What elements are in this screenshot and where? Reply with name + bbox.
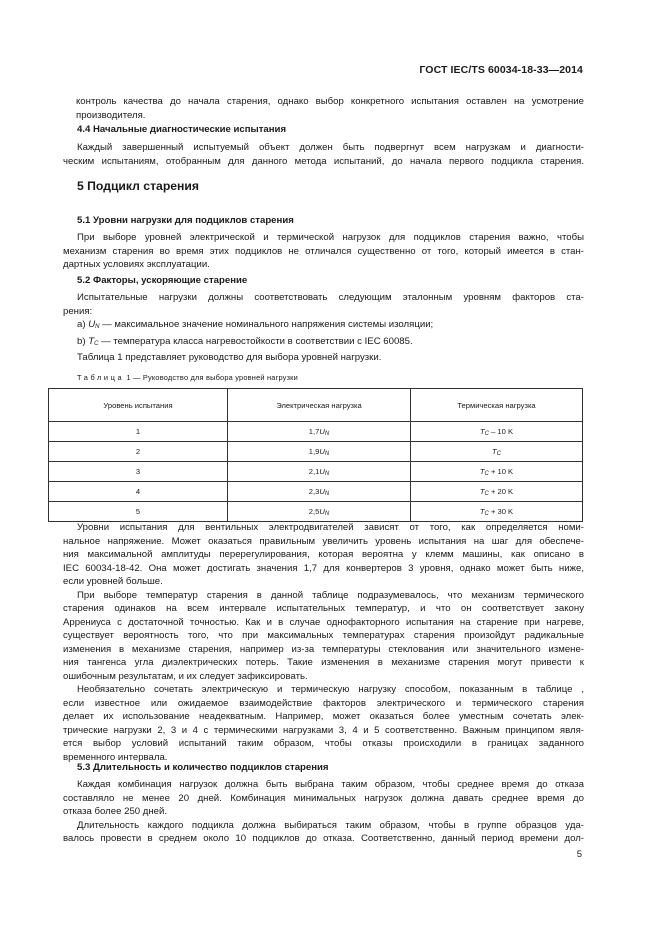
table-row	[49, 482, 583, 502]
paragraph-line: существует вероятность того, что при максимальных температурах старения произойдут радикальные	[63, 630, 584, 641]
electrical-load-cell	[228, 442, 411, 462]
section-4-4	[77, 123, 584, 137]
paragraph-line: ния тангенса угла диэлектрических потерь. Такие изменения в механизме старения могут привести к	[63, 657, 584, 668]
thermal-load-cell	[411, 482, 583, 502]
column-header: Термическая нагрузка	[411, 389, 583, 422]
paragraph-line: ния максимальной амплитуды перерегулирования, которая вероятна у клемм машины, как описано в	[63, 549, 584, 560]
paragraph-line: IEC 60034-18-42. Она может достигать значения 1,7 для конвертеров 3 уровня, однако может быть ниже,	[63, 562, 584, 574]
table-caption	[77, 373, 298, 382]
paragraph-line: отказа более 250 дней.	[63, 806, 168, 817]
level-cell: 4	[49, 482, 228, 502]
table-row	[49, 422, 583, 442]
paragraph-line: Каждый завершенный испытуемый объект должен быть подвергнут всем нагрузкам и диагности-	[77, 142, 584, 153]
list-marker: b)	[77, 335, 86, 347]
coefficient: 1,7	[308, 426, 320, 436]
paragraph	[63, 589, 584, 684]
level-cell: 2	[49, 442, 228, 462]
thermal-load-cell	[411, 422, 583, 442]
coefficient: 2,3	[308, 486, 320, 496]
section-4-4-body	[63, 141, 584, 168]
symbol: U	[319, 426, 325, 436]
section-5-2-body	[63, 291, 584, 365]
thermal-load-cell	[411, 502, 583, 522]
symbol: U	[319, 466, 325, 476]
section-5-3-body	[63, 778, 584, 846]
paragraph-line: Каждая комбинация нагрузок должна быть выбрана таким образом, чтобы среднее время до отказа	[77, 779, 584, 790]
caption-label: Таблица	[77, 373, 125, 382]
paragraph-line: При выборе температур старения в данной таблице подразумевалось, что механизм термического	[77, 589, 584, 601]
bottom-text-block	[63, 521, 584, 764]
level-cell: 1	[49, 422, 228, 442]
paragraph-line: если уровней больше.	[63, 576, 163, 587]
table-header-row	[49, 389, 583, 422]
list-text: — максимальное значение номинального напряжения системы изоляции;	[99, 319, 434, 330]
list-item-a	[63, 318, 584, 335]
electrical-load-cell	[228, 422, 411, 442]
symbol: U	[319, 486, 325, 496]
section-heading: 5.1 Уровни нагрузки для подциклов старения	[77, 215, 294, 226]
paragraph	[63, 819, 584, 846]
level-cell: 5	[49, 502, 228, 522]
electrical-load-cell	[228, 502, 411, 522]
paragraph	[63, 778, 584, 819]
list-item-b	[63, 335, 584, 352]
thermal-load-cell	[411, 462, 583, 482]
symbol: U	[319, 506, 325, 516]
paragraph-line: При выборе уровней электрической и термической нагрузок для подциклов старения важно, чтобы	[77, 232, 584, 243]
paragraph-line: контроль качества до начала старения, однако выбор конкретного испытания оставлен на усмотрение	[76, 96, 584, 107]
section-title: 5 Подцикл старения	[77, 179, 200, 193]
temperature-offset: – 10 K	[488, 426, 514, 436]
electrical-load-cell	[228, 462, 411, 482]
symbol-subscript: N	[324, 510, 330, 517]
temperature-offset: + 10 K	[488, 466, 514, 476]
temperature-offset: + 30 K	[488, 506, 514, 516]
paragraph-line: временного интервала.	[63, 751, 168, 763]
paragraph-line: валось провести в среднем около 10 подциклов до отказа. Соответственно, данный период времени дол-	[63, 833, 584, 844]
section-heading: 5.3 Длительность и количество подциклов старения	[77, 762, 329, 773]
paragraph-line: нальное напряжение. Может оказаться правильным увеличить уровень испытания на шаг для обеспече-	[63, 535, 584, 547]
table-row	[49, 462, 583, 482]
temperature-offset: + 20 K	[488, 486, 514, 496]
paragraph-line: ется выбор условий испытаний таким образом, чтобы отказы происходили в границах заданного	[63, 738, 584, 749]
symbol-subscript: C	[484, 490, 489, 497]
symbol: T	[88, 335, 95, 347]
load-levels-table	[48, 388, 583, 522]
paragraph-line: Испытательные нагрузки должны соответствовать следующим эталонным уровням факторов ста-	[77, 292, 584, 303]
coefficient: 2,1	[308, 466, 320, 476]
symbol-subscript: C	[484, 510, 489, 517]
paragraph-line: механизм старения во время этих подциклов не отличался существенно от того, который имеется в стан-	[63, 245, 584, 257]
symbol-subscript: C	[484, 470, 489, 477]
section-5-1-body	[63, 231, 584, 272]
paragraph-line: Уровни испытания для вентильных электродвигателей зависят от того, как определяется номи-	[77, 522, 584, 533]
list-marker: a)	[77, 319, 86, 330]
symbol-subscript: C	[496, 450, 501, 457]
page-number: 5	[576, 849, 582, 860]
section-5-2	[77, 274, 584, 288]
paragraph-line: составляло не менее 20 дней. Комбинация минимальных нагрузок должна давать среднее время до	[63, 792, 584, 804]
symbol-subscript: C	[484, 430, 489, 437]
column-header: Электрическая нагрузка	[228, 389, 411, 422]
section-heading: 5.2 Факторы, ускоряющие старение	[77, 275, 248, 286]
table-row	[49, 502, 583, 522]
paragraph	[63, 521, 584, 589]
table-body	[49, 422, 583, 522]
symbol-subscript: C	[94, 340, 99, 347]
section-5-3	[77, 761, 584, 775]
symbol: T	[479, 486, 485, 496]
paragraph-line: Длительность каждого подцикла должна выбираться таким образом, чтобы в группе образцов уда-	[77, 819, 584, 831]
symbol-subscript: N	[324, 450, 330, 457]
paragraph	[63, 683, 584, 764]
section-5	[77, 180, 584, 194]
paragraph-line: Необязательно сочетать электрическую и термическую нагрузку способом, показанным в таблице ,	[77, 684, 584, 695]
paragraph-line: Аррениуса с достаточной точностью. Как и в случае однофакторного испытания на старение при нагреве,	[63, 616, 584, 628]
electrical-load-cell	[228, 482, 411, 502]
symbol: T	[479, 506, 485, 516]
symbol: T	[479, 426, 485, 436]
paragraph-line: ошибочным результатам, и их следует зафиксировать.	[63, 670, 308, 682]
symbol: U	[88, 319, 96, 330]
symbol-subscript: N	[324, 470, 330, 477]
list-text: — температура класса нагревостойкости в соответствии с IEC 60085.	[98, 335, 413, 347]
paragraph-line: делает их использование неадекватным. Например, может оказаться более уместным сочетать элек-	[63, 711, 584, 722]
paragraph-line: производителя.	[76, 109, 146, 121]
section-5-1	[77, 214, 584, 228]
paragraph-line: рения:	[63, 305, 93, 317]
paragraph-line: дартных условиях эксплуатации.	[63, 259, 210, 270]
section-heading: 4.4 Начальные диагностические испытания	[77, 124, 287, 135]
paragraph-line: если известное или ожидаемое взаимодействие факторов электрического и термического старения	[63, 697, 584, 709]
paragraph-line: ческим испытаниям, отобранным для данного метода испытаний, до начала первого подцикла старения.	[63, 155, 584, 167]
document-code-header: ГОСТ IEC/TS 60034-18-33—2014	[419, 64, 583, 76]
paragraph-line: Таблица 1 представляет руководство для выбора уровней нагрузки.	[77, 352, 382, 363]
symbol: T	[492, 446, 497, 456]
paragraph-line: старения одинаков на всем интервале испытательных температур, и что он соответствует закону	[63, 603, 584, 614]
symbol-subscript: N	[324, 490, 330, 497]
thermal-load-cell	[411, 442, 583, 462]
table-row	[49, 442, 583, 462]
symbol: T	[479, 466, 485, 476]
coefficient: 2,5	[308, 506, 320, 516]
symbol: U	[319, 446, 325, 456]
symbol-subscript: N	[324, 430, 330, 437]
top-text-block	[77, 95, 584, 122]
level-cell: 3	[49, 462, 228, 482]
symbol-subscript: N	[95, 324, 100, 330]
column-header: Уровень испытания	[49, 389, 228, 422]
paragraph-line: изменения в механизме старения, например из-за температуры стеклования или значительного измене-	[63, 643, 584, 655]
caption-text: 1 — Руководство для выбора уровней нагрузки	[126, 373, 298, 382]
paragraph-line: трические нагрузки 2, 3 и 4 с термическими нагрузками 3, 4 и 5 соответственно. Важным принципом явля-	[63, 724, 584, 736]
coefficient: 1,9	[308, 446, 320, 456]
